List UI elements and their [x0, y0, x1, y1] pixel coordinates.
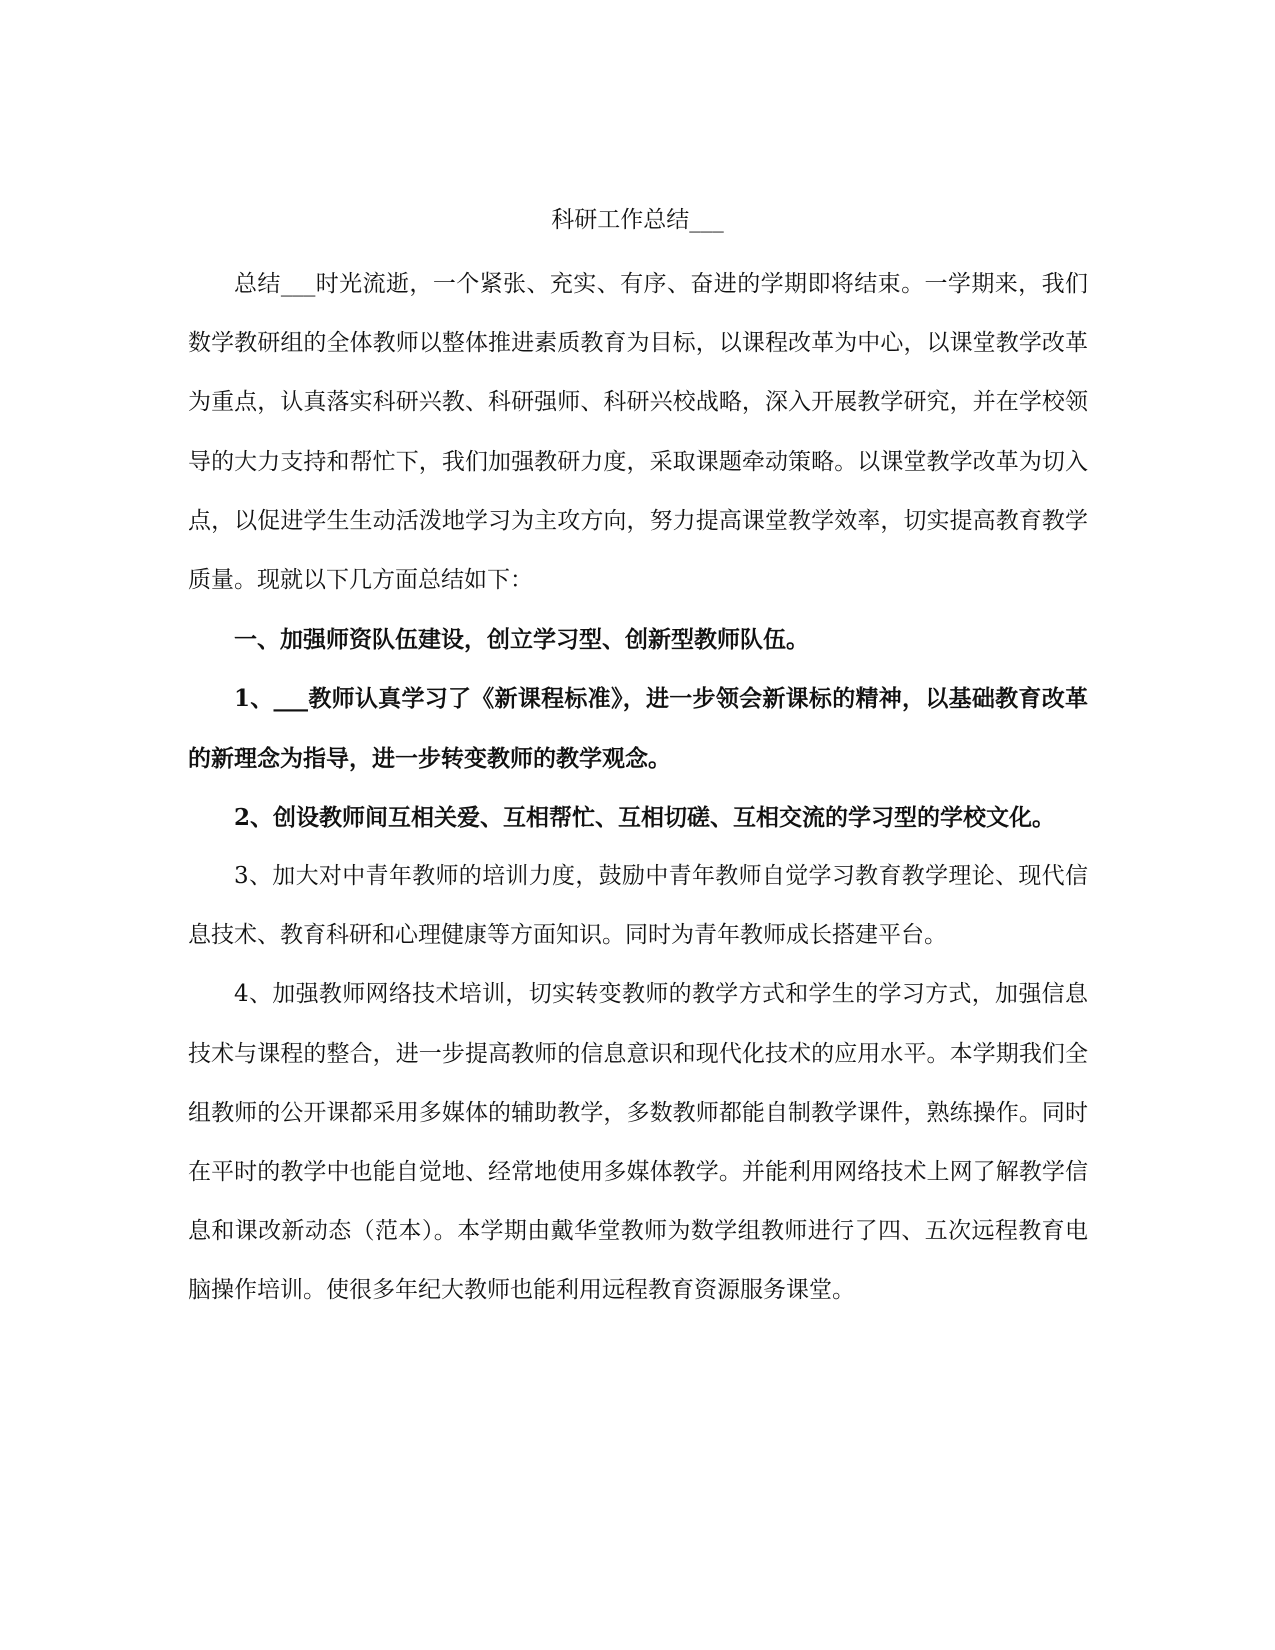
paragraph-item-3: 3、加大对中青年教师的培训力度，鼓励中青年教师自觉学习教育教学理论、现代信息技术、教育科研和心理健康等方面知识。同时为青年教师成长搭建平台。: [188, 863, 1088, 949]
paragraph-item-1: 1、___教师认真学习了《新课程标准》，进一步领会新课标的精神，以基础教育改革的新理念为指导，进一步转变教师的教学观念。: [188, 685, 1088, 772]
paragraph-intro: 总结___时光流逝，一个紧张、充实、有序、奋进的学期即将结束。一学期来，我们数学教研组的全体教师以整体推进素质教育为目标，以课程改革为中心，以课堂教学改革为重点，认真落实科研兴教、科研强师、科研兴校战略，深入开展教学研究，并在学校领导的大力支持和帮忙下，我们加强教研力度，采取课题牵动策略。以课堂教学改革为切入点，以促进学生生动活泼地学习为主攻方向，努力提高课堂教学效率，切实提高教育教学质量。现就以下几方面总结如下：: [188, 271, 1088, 594]
section-heading-1: 一、加强师资队伍建设，创立学习型、创新型教师队伍。: [234, 626, 809, 654]
paragraph-item-2: 2、创设教师间互相关爱、互相帮忙、互相切磋、互相交流的学习型的学校文化。: [234, 803, 1056, 831]
document-title: 科研工作总结___: [551, 207, 724, 233]
document-body: [188, 255, 1088, 1321]
paragraph-item-4: 4、加强教师网络技术培训，切实转变教师的教学方式和学生的学习方式，加强信息技术与课程的整合，进一步提高教师的信息意识和现代化技术的应用水平。本学期我们全组教师的公开课都采用多媒体的辅助教学，多数教师都能自制教学课件，熟练操作。同时在平时的教学中也能自觉地、经常地使用多媒体教学。并能利用网络技术上网了解教学信息和课改新动态（范本）。本学期由戴华堂教师为数学组教师进行了四、五次远程教育电脑操作培训。使很多年纪大教师也能利用远程教育资源服务课堂。: [188, 981, 1088, 1304]
